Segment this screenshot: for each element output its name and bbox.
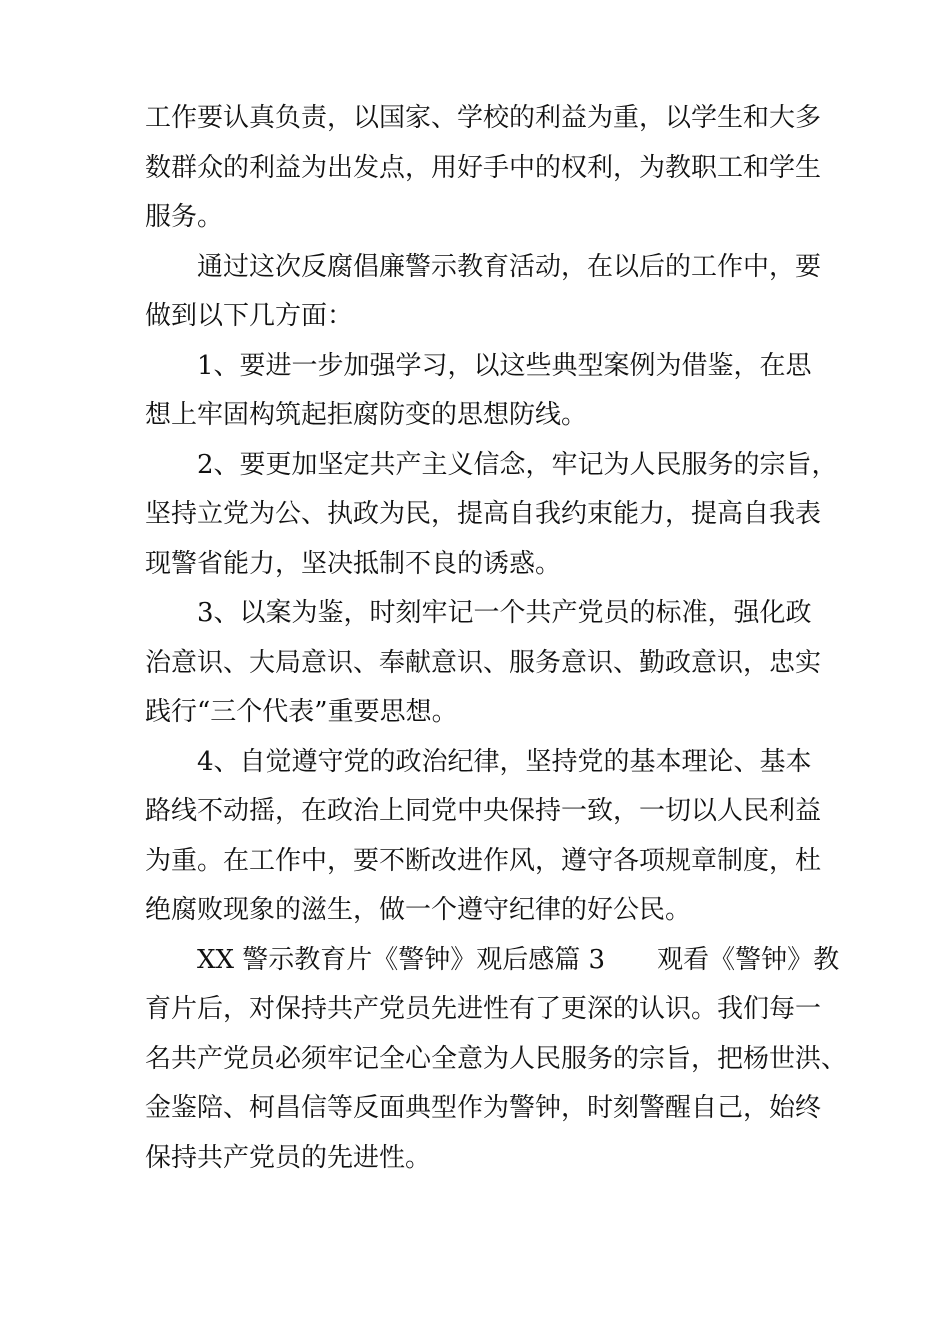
paragraph (145, 738, 825, 936)
text-line: 路线不动摇，在政治上同党中央保持一致，一切以人民利益 (145, 796, 822, 826)
text-line: 1、要进一步加强学习，以这些典型案例为借鉴，在思 (197, 350, 812, 381)
text-line: 2、要更加坚定共产主义信念，牢记为人民服务的宗旨， (197, 449, 838, 480)
text-line: XX 警示教育片《警钟》观后感篇 3 观看《警钟》教 (197, 944, 840, 975)
text-line: 服务。 (145, 202, 224, 232)
text-line: 4、自觉遵守党的政治纪律，坚持党的基本理论、基本 (197, 746, 812, 777)
text-line: 治意识、大局意识、奉献意识、服务意识、勤政意识，忠实 (145, 647, 822, 678)
text-line: 通过这次反腐倡廉警示教育活动，在以后的工作中，要 (197, 251, 822, 282)
paragraph (145, 243, 825, 342)
text-line: 育片后，对保持共产党员先进性有了更深的认识。我们每一 (145, 994, 822, 1024)
text-line: 为重。在工作中，要不断改进作风，遵守各项规章制度，杜 (145, 845, 822, 876)
text-line: 践行“三个代表”重要思想。 (145, 697, 458, 727)
text-line: 想上牢固构筑起拒腐防变的思想防线。 (145, 400, 588, 430)
paragraph (145, 94, 825, 243)
document-body (145, 94, 848, 1183)
paragraph (145, 342, 825, 441)
text-line: 绝腐败现象的滋生，做一个遵守纪律的好公民。 (145, 895, 692, 925)
text-line: 坚持立党为公、执政为民，提高自我约束能力，提高自我表 (145, 499, 822, 529)
text-line: 保持共产党员的先进性。 (145, 1142, 432, 1173)
text-line: 数群众的利益为出发点，用好手中的权利，为教职工和学生 (145, 152, 822, 183)
text-line: 做到以下几方面： (145, 301, 354, 331)
text-line: 现警省能力，坚决抵制不良的诱惑。 (145, 548, 562, 579)
text-line: 3、以案为鉴，时刻牢记一个共产党员的标准，强化政 (197, 598, 812, 628)
text-line: 名共产党员必须牢记全心全意为人民服务的宗旨，把杨世洪、 (145, 1043, 848, 1074)
paragraph (145, 936, 848, 1184)
paragraph (145, 589, 825, 738)
paragraph (145, 441, 838, 590)
text-line: 金鉴陪、柯昌信等反面典型作为警钟，时刻警醒自己，始终 (145, 1093, 822, 1123)
text-line: 工作要认真负责，以国家、学校的利益为重，以学生和大多 (145, 103, 822, 133)
